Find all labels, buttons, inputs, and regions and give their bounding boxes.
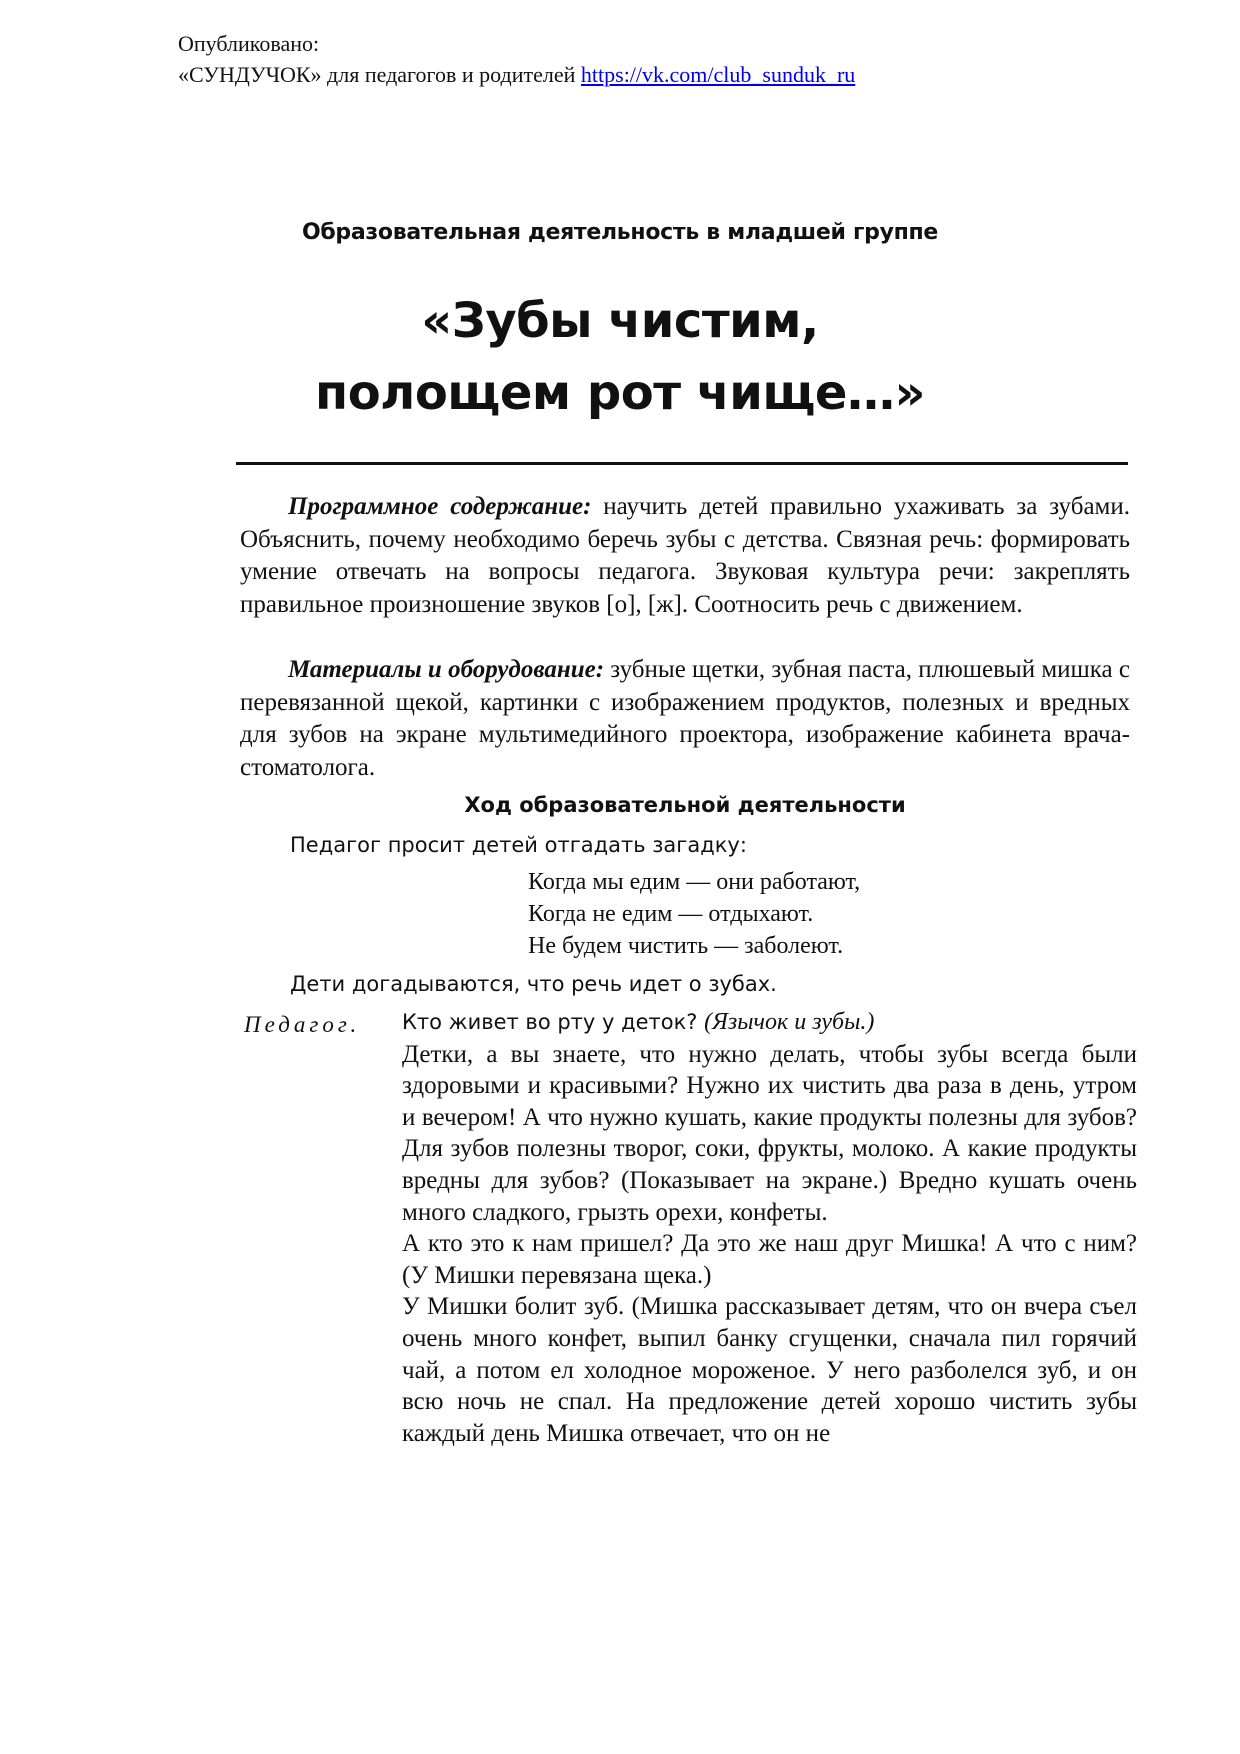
title-divider	[236, 462, 1128, 465]
dialog-question-line	[402, 1007, 1137, 1039]
course-intro: Педагог просит детей отгадать загадку:	[290, 833, 747, 857]
dialog-question: Кто живет во рту у деток?	[402, 1010, 705, 1034]
published-label: Опубликовано:	[178, 31, 320, 56]
dialog-paragraph-1: Детки, а вы знаете, что нужно делать, чтобы зубы всегда были здоровыми и красивыми? Нужно их чистить два раза в день, утром и вечером! А что нужно кушать, какие продукты полезны для зубов? Для зубов полезны творог, соки, фрукты, молоко. А какие продукты вредны для зубов? (Показывает на экране.) Вредно кушать очень много сладкого, грызть орехи, конфеты.	[402, 1040, 1137, 1226]
course-heading: Ход образовательной деятельности	[464, 793, 906, 817]
title-line-2: полощем рот чище…»	[315, 365, 925, 421]
dialog-paragraph-2: А кто это к нам пришел? Да это же наш друг Мишка! А что с ним? (У Мишки перевязана щека.)	[402, 1230, 1137, 1289]
speaker-label: Педагог.	[244, 1012, 361, 1037]
published-source: «СУНДУЧОК» для педагогов и родителей	[178, 62, 576, 87]
materials-paragraph	[240, 654, 1130, 784]
riddle-line-2: Когда не едим — отдыхают.	[528, 901, 814, 927]
program-label: Программное содержание:	[288, 493, 592, 520]
document-title	[0, 285, 1240, 429]
materials-label: Материалы и оборудование:	[288, 656, 605, 683]
teacher-dialog	[402, 1007, 1137, 1449]
program-paragraph	[240, 491, 1130, 621]
published-note	[178, 28, 855, 90]
dialog-question-answer: (Язычок и зубы.)	[704, 1009, 875, 1035]
dialog-paragraph-3: У Мишки болит зуб. (Мишка рассказывает детям, что он вчера съел очень много конфет, выпил банку сгущенки, сначала пил горячий чай, а потом ел холодное мороженое. У него разболелся зуб, и он всю ночь не спал. На предложение детей хорошо чистить зубы каждый день Мишка отвечает, что он не	[402, 1293, 1137, 1447]
riddle	[528, 866, 860, 962]
course-answer: Дети догадываются, что речь идет о зубах.	[290, 972, 777, 996]
materials-text: зубные щетки, зубная паста, плюшевый мишка с перевязанной щекой, картинки с изображением продуктов, полезных и вредных для зубов на экране мультимедийного проектора, изображение кабинета врача-стоматолога.	[240, 656, 1130, 781]
riddle-line-3: Не будем чистить — заболеют.	[528, 933, 844, 959]
published-source-line	[178, 59, 855, 90]
source-link[interactable]: https://vk.com/club_sunduk_ru	[580, 62, 856, 87]
title-line-1: «Зубы чистим,	[421, 293, 819, 349]
program-text: научить детей правильно ухаживать за зубами. Объяснить, почему необходимо беречь зубы с детства. Связная речь: формировать умение отвечать на вопросы педагога. Звуковая культура речи: закреплять правильное произношение звуков [о], [ж]. Соотносить речь с движением.	[240, 493, 1130, 618]
riddle-line-1: Когда мы едим — они работают,	[528, 869, 861, 895]
document-subtitle: Образовательная деятельность в младшей группе	[301, 220, 939, 245]
